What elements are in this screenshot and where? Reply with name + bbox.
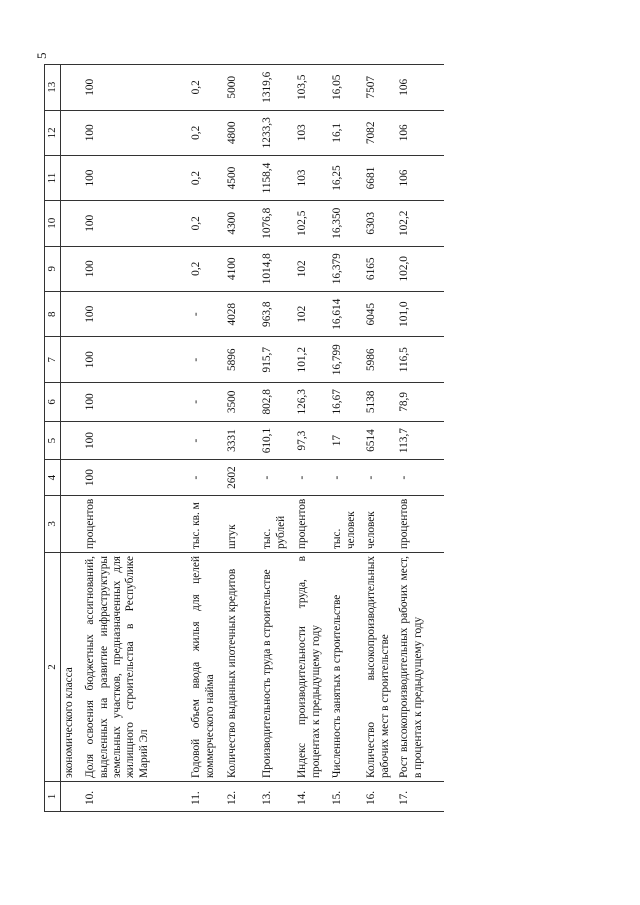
value-cell: 3500 (224, 382, 259, 421)
value-cell: 16,379 (329, 246, 363, 291)
unit: штук (224, 495, 259, 552)
value-cell: 4300 (224, 201, 259, 246)
value-cell: 0,2 (188, 110, 224, 155)
value-cell: 102,2 (396, 201, 444, 246)
table-row (188, 65, 224, 812)
value-cell: 16,614 (329, 292, 363, 337)
value-cell: 106 (396, 65, 444, 111)
column-header: 11 (45, 156, 61, 201)
table-row (224, 65, 259, 812)
row-number: 11. (188, 782, 224, 812)
column-header: 3 (45, 495, 61, 552)
header-row (45, 65, 61, 812)
indicator-name: Количество высокопроизводительных рабочих мест в строительстве (363, 553, 396, 782)
value-cell: - (396, 460, 444, 495)
value-cell: 116,5 (396, 337, 444, 382)
value-cell: 7082 (363, 110, 396, 155)
value-cell: - (259, 460, 294, 495)
value-cell: 100 (82, 292, 188, 337)
unit: тыс. кв. м (188, 495, 224, 552)
value-cell: 0,2 (188, 156, 224, 201)
value-cell: 102,5 (294, 201, 329, 246)
table-row (329, 65, 363, 812)
value-cell: 78,9 (396, 382, 444, 421)
value-cell: 0,2 (188, 65, 224, 111)
value-cell: 1076,8 (259, 201, 294, 246)
indicator-name: Доля освоения бюджетных ассигнований, выделенных на развитие инфраструктуры земельных участков, предназначенных для жилищного строительства в Республике Марий Эл (82, 553, 188, 782)
row-number: 10. (82, 782, 188, 812)
unit: тыс. человек (329, 495, 363, 552)
value-cell: 126,3 (294, 382, 329, 421)
value-cell: 100 (82, 65, 188, 111)
value-cell: 915,7 (259, 337, 294, 382)
value-cell: 802,8 (259, 382, 294, 421)
value-cell: 4100 (224, 246, 259, 291)
value-cell: 100 (82, 382, 188, 421)
column-header: 1 (45, 782, 61, 812)
row-number: 14. (294, 782, 329, 812)
value-cell: 0,2 (188, 246, 224, 291)
value-cell: 100 (82, 156, 188, 201)
value-cell: 6514 (363, 421, 396, 460)
unit: процентов (294, 495, 329, 552)
row-number: 16. (363, 782, 396, 812)
value-cell: 16,799 (329, 337, 363, 382)
value-cell: - (363, 460, 396, 495)
value-cell: - (188, 292, 224, 337)
value-cell: 103,5 (294, 65, 329, 111)
value-cell: - (329, 460, 363, 495)
column-header: 7 (45, 337, 61, 382)
unit: человек (363, 495, 396, 552)
value-cell: 5000 (224, 65, 259, 111)
value-cell: 100 (82, 110, 188, 155)
indicators-table (44, 64, 444, 812)
table-row (396, 65, 444, 812)
value-cell: 1158,4 (259, 156, 294, 201)
value-cell: 16,67 (329, 382, 363, 421)
column-header: 13 (45, 65, 61, 111)
value-cell: - (294, 460, 329, 495)
value-cell: 6165 (363, 246, 396, 291)
value-cell: - (188, 460, 224, 495)
value-cell: 16,350 (329, 201, 363, 246)
value-cell: 4800 (224, 110, 259, 155)
value-cell: 1319,6 (259, 65, 294, 111)
value-cell: 1233,3 (259, 110, 294, 155)
row-number: 15. (329, 782, 363, 812)
page-number: 5 (34, 52, 49, 59)
unit: процентов (82, 495, 188, 552)
value-cell: 16,05 (329, 65, 363, 111)
value-cell: 102,0 (396, 246, 444, 291)
value-cell: 100 (82, 460, 188, 495)
column-header: 10 (45, 201, 61, 246)
indicator-name: Индекс производительности труда, в процентах к предыдущему году (294, 553, 329, 782)
table-row (294, 65, 329, 812)
column-header: 6 (45, 382, 61, 421)
continuation-row (60, 65, 82, 812)
value-cell: - (188, 337, 224, 382)
value-cell: 4500 (224, 156, 259, 201)
value-cell: 1014,8 (259, 246, 294, 291)
row-number: 12. (224, 782, 259, 812)
column-header: 8 (45, 292, 61, 337)
value-cell: 610,1 (259, 421, 294, 460)
indicator-name: Количество выданных ипотечных кредитов (224, 553, 259, 782)
column-header: 12 (45, 110, 61, 155)
value-cell: 113,7 (396, 421, 444, 460)
unit: процентов (396, 495, 444, 552)
value-cell: 97,3 (294, 421, 329, 460)
indicator-name: Производительность труда в строительстве (259, 553, 294, 782)
value-cell: 106 (396, 110, 444, 155)
column-header: 2 (45, 553, 61, 782)
value-cell: 102 (294, 292, 329, 337)
value-cell: - (188, 382, 224, 421)
value-cell: 6681 (363, 156, 396, 201)
value-cell: 103 (294, 110, 329, 155)
value-cell: 5138 (363, 382, 396, 421)
indicator-name: Численность занятых в строительстве (329, 553, 363, 782)
value-cell: 16,1 (329, 110, 363, 155)
row-number: 17. (396, 782, 444, 812)
value-cell: 103 (294, 156, 329, 201)
table-row (363, 65, 396, 812)
indicator-name: Рост высокопроизводительных рабочих мест, в процентах к предыдущему году (396, 553, 444, 782)
row-number: 13. (259, 782, 294, 812)
value-cell: 5986 (363, 337, 396, 382)
value-cell: 100 (82, 337, 188, 382)
value-cell: 5896 (224, 337, 259, 382)
value-cell: 4028 (224, 292, 259, 337)
value-cell: 100 (82, 246, 188, 291)
indicator-name: Годовой объем ввода жилья для целей коммерческого найма (188, 553, 224, 782)
value-cell: 963,8 (259, 292, 294, 337)
table-row (82, 65, 188, 812)
value-cell: 16,25 (329, 156, 363, 201)
value-cell: 101,2 (294, 337, 329, 382)
continuation-text: экономического класса (60, 553, 82, 782)
value-cell: 3331 (224, 421, 259, 460)
column-header: 5 (45, 421, 61, 460)
column-header: 9 (45, 246, 61, 291)
value-cell: 17 (329, 421, 363, 460)
value-cell: 6303 (363, 201, 396, 246)
value-cell: 0,2 (188, 201, 224, 246)
column-header: 4 (45, 460, 61, 495)
value-cell: 102 (294, 246, 329, 291)
value-cell: 106 (396, 156, 444, 201)
value-cell: 7507 (363, 65, 396, 111)
value-cell: - (188, 421, 224, 460)
table-row (259, 65, 294, 812)
value-cell: 100 (82, 421, 188, 460)
value-cell: 2602 (224, 460, 259, 495)
value-cell: 101,0 (396, 292, 444, 337)
unit: тыс. рублей (259, 495, 294, 552)
value-cell: 100 (82, 201, 188, 246)
value-cell: 6045 (363, 292, 396, 337)
